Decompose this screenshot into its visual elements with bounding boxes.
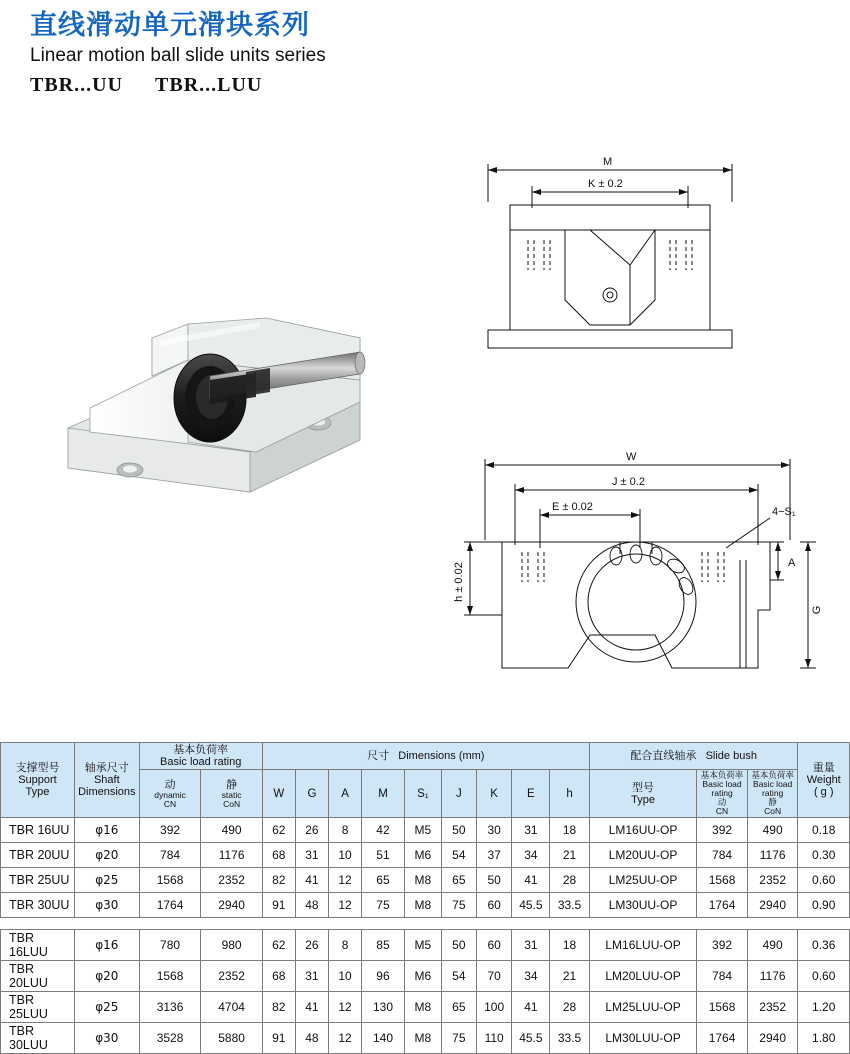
cell-shaft: φ25 bbox=[74, 992, 139, 1023]
th-support-type: 支撑型号 Support Type bbox=[1, 743, 75, 818]
cell-g: 26 bbox=[295, 930, 328, 961]
cell-s1: M5 bbox=[404, 930, 441, 961]
cell-bush: LM20LUU-OP bbox=[589, 961, 696, 992]
cell-k: 30 bbox=[476, 818, 512, 843]
cell-j: 50 bbox=[441, 930, 476, 961]
dim-label-s1: 4−S₁ bbox=[772, 506, 796, 518]
table-header-row-1 bbox=[1, 743, 850, 770]
cell-weight: 0.60 bbox=[798, 961, 850, 992]
cell-h: 33.5 bbox=[550, 1023, 590, 1054]
th-dim-s1: S₁ bbox=[404, 770, 441, 818]
cell-shaft: φ20 bbox=[74, 961, 139, 992]
cell-sta: 4704 bbox=[201, 992, 262, 1023]
cell-weight: 0.30 bbox=[798, 843, 850, 868]
cell-type: TBR 30UU bbox=[1, 893, 75, 918]
cell-shaft: φ30 bbox=[74, 1023, 139, 1054]
cell-type: TBR 20UU bbox=[1, 843, 75, 868]
cell-bush-sta: 2352 bbox=[747, 868, 798, 893]
th-dim-h: h bbox=[550, 770, 590, 818]
cell-bush: LM20UU-OP bbox=[589, 843, 696, 868]
cell-a: 10 bbox=[328, 843, 361, 868]
model-label-uu: TBR...UU bbox=[30, 74, 124, 96]
cell-m: 75 bbox=[362, 893, 405, 918]
cell-bush-dyn: 1764 bbox=[697, 893, 748, 918]
cell-type: TBR 16LUU bbox=[1, 930, 75, 961]
cell-e: 34 bbox=[512, 843, 550, 868]
th-dim-w: W bbox=[262, 770, 295, 818]
cell-sta: 2940 bbox=[201, 893, 262, 918]
drawing-front-view bbox=[470, 150, 800, 390]
th-dim-k: K bbox=[476, 770, 512, 818]
cell-weight: 1.20 bbox=[798, 992, 850, 1023]
cell-bush: LM25LUU-OP bbox=[589, 992, 696, 1023]
table-row-spacer bbox=[1, 918, 850, 930]
cell-bush-dyn: 392 bbox=[697, 930, 748, 961]
cell-bush: LM16LUU-OP bbox=[589, 930, 696, 961]
table-row bbox=[1, 1023, 850, 1054]
th-shaft-dimensions: 轴承尺寸 Shaft Dimensions bbox=[74, 743, 139, 818]
cell-bush-sta: 2940 bbox=[747, 893, 798, 918]
th-static-con: 静 static CoN bbox=[201, 770, 262, 818]
cell-dyn: 1764 bbox=[139, 893, 201, 918]
cell-weight: 0.90 bbox=[798, 893, 850, 918]
th-dim-g: G bbox=[295, 770, 328, 818]
cell-bush-sta: 1176 bbox=[747, 843, 798, 868]
cell-weight: 0.60 bbox=[798, 868, 850, 893]
cell-bush-dyn: 1568 bbox=[697, 868, 748, 893]
cell-a: 8 bbox=[328, 818, 361, 843]
dim-label-k: K ± 0.2 bbox=[588, 178, 623, 190]
th-basic-load-rating: 基本负荷率 Basic load rating bbox=[139, 743, 262, 770]
cell-w: 82 bbox=[262, 868, 295, 893]
drawing-section-view bbox=[440, 430, 830, 710]
cell-bush-sta: 490 bbox=[747, 818, 798, 843]
cell-sta: 1176 bbox=[201, 843, 262, 868]
cell-bush: LM25UU-OP bbox=[589, 868, 696, 893]
cell-h: 28 bbox=[550, 868, 590, 893]
cell-s1: M8 bbox=[404, 992, 441, 1023]
specification-table bbox=[0, 742, 850, 1054]
cell-g: 31 bbox=[295, 961, 328, 992]
dim-label-e: E ± 0.02 bbox=[552, 501, 593, 513]
cell-w: 82 bbox=[262, 992, 295, 1023]
cell-bush-sta: 490 bbox=[747, 930, 798, 961]
cell-e: 41 bbox=[512, 992, 550, 1023]
table-row bbox=[1, 818, 850, 843]
page-title-english: Linear motion ball slide units series bbox=[30, 45, 326, 66]
cell-weight: 0.18 bbox=[798, 818, 850, 843]
table-row bbox=[1, 893, 850, 918]
cell-h: 21 bbox=[550, 843, 590, 868]
cell-a: 8 bbox=[328, 930, 361, 961]
cell-k: 70 bbox=[476, 961, 512, 992]
cell-s1: M5 bbox=[404, 818, 441, 843]
cell-w: 91 bbox=[262, 893, 295, 918]
cell-w: 62 bbox=[262, 818, 295, 843]
cell-dyn: 392 bbox=[139, 818, 201, 843]
cell-j: 50 bbox=[441, 818, 476, 843]
cell-g: 48 bbox=[295, 1023, 328, 1054]
th-dynamic-cn: 动 dynamic CN bbox=[139, 770, 201, 818]
cell-h: 28 bbox=[550, 992, 590, 1023]
cell-bush-sta: 2352 bbox=[747, 992, 798, 1023]
cell-a: 12 bbox=[328, 992, 361, 1023]
cell-h: 18 bbox=[550, 818, 590, 843]
page-header bbox=[30, 10, 326, 97]
cell-m: 140 bbox=[362, 1023, 405, 1054]
cell-a: 12 bbox=[328, 893, 361, 918]
th-dim-e: E bbox=[512, 770, 550, 818]
dim-label-a: A bbox=[788, 557, 796, 569]
cell-e: 34 bbox=[512, 961, 550, 992]
cell-k: 60 bbox=[476, 930, 512, 961]
cell-j: 65 bbox=[441, 992, 476, 1023]
cell-m: 130 bbox=[362, 992, 405, 1023]
cell-bush-dyn: 784 bbox=[697, 961, 748, 992]
cell-w: 91 bbox=[262, 1023, 295, 1054]
th-dim-m: M bbox=[362, 770, 405, 818]
cell-dyn: 3136 bbox=[139, 992, 201, 1023]
cell-e: 45.5 bbox=[512, 893, 550, 918]
cell-shaft: φ20 bbox=[74, 843, 139, 868]
th-dimensions: 尺寸 Dimensions (mm) bbox=[262, 743, 589, 770]
cell-s1: M8 bbox=[404, 893, 441, 918]
cell-h: 18 bbox=[550, 930, 590, 961]
th-slide-bush: 配合直线轴承 Slide bush bbox=[589, 743, 798, 770]
cell-j: 54 bbox=[441, 961, 476, 992]
cell-sta: 490 bbox=[201, 818, 262, 843]
cell-bush: LM16UU-OP bbox=[589, 818, 696, 843]
cell-type: TBR 30LUU bbox=[1, 1023, 75, 1054]
cell-s1: M8 bbox=[404, 868, 441, 893]
th-bush-static: 基本负荷率 Basic load rating 静 CoN bbox=[747, 770, 798, 818]
cell-k: 60 bbox=[476, 893, 512, 918]
th-dim-j: J bbox=[441, 770, 476, 818]
page-title-chinese: 直线滑动单元滑块系列 bbox=[30, 10, 310, 41]
cell-s1: M6 bbox=[404, 843, 441, 868]
cell-bush-dyn: 784 bbox=[697, 843, 748, 868]
cell-a: 12 bbox=[328, 1023, 361, 1054]
cell-weight: 0.36 bbox=[798, 930, 850, 961]
cell-s1: M6 bbox=[404, 961, 441, 992]
cell-bush: LM30UU-OP bbox=[589, 893, 696, 918]
dim-label-j: J ± 0.2 bbox=[612, 476, 645, 488]
cell-e: 31 bbox=[512, 818, 550, 843]
cell-j: 75 bbox=[441, 893, 476, 918]
spacer-cell bbox=[1, 918, 850, 930]
spec-table-wrapper bbox=[0, 742, 850, 1054]
cell-j: 54 bbox=[441, 843, 476, 868]
dim-label-h: h ± 0.02 bbox=[453, 562, 465, 602]
cell-shaft: φ16 bbox=[74, 818, 139, 843]
cell-g: 31 bbox=[295, 843, 328, 868]
model-series-labels bbox=[30, 74, 326, 97]
cell-h: 33.5 bbox=[550, 893, 590, 918]
th-bush-type: 型号 Type bbox=[589, 770, 696, 818]
table-row bbox=[1, 961, 850, 992]
cell-k: 110 bbox=[476, 1023, 512, 1054]
table-body bbox=[1, 818, 850, 1054]
dim-label-m: M bbox=[603, 156, 613, 168]
cell-g: 48 bbox=[295, 893, 328, 918]
table-row bbox=[1, 843, 850, 868]
cell-shaft: φ16 bbox=[74, 930, 139, 961]
th-dim-a: A bbox=[328, 770, 361, 818]
cell-type: TBR 20LUU bbox=[1, 961, 75, 992]
cell-a: 10 bbox=[328, 961, 361, 992]
cell-m: 65 bbox=[362, 868, 405, 893]
cell-bush: LM30LUU-OP bbox=[589, 1023, 696, 1054]
cell-sta: 2352 bbox=[201, 868, 262, 893]
cell-type: TBR 25UU bbox=[1, 868, 75, 893]
cell-bush-dyn: 1568 bbox=[697, 992, 748, 1023]
cell-e: 31 bbox=[512, 930, 550, 961]
cell-bush-dyn: 392 bbox=[697, 818, 748, 843]
cell-m: 96 bbox=[362, 961, 405, 992]
cell-shaft: φ25 bbox=[74, 868, 139, 893]
cell-e: 41 bbox=[512, 868, 550, 893]
cell-g: 26 bbox=[295, 818, 328, 843]
cell-w: 68 bbox=[262, 961, 295, 992]
th-bush-dynamic: 基本负荷率 Basic load rating 动 CN bbox=[697, 770, 748, 818]
cell-w: 62 bbox=[262, 930, 295, 961]
cell-m: 51 bbox=[362, 843, 405, 868]
cell-j: 65 bbox=[441, 868, 476, 893]
cell-type: TBR 25LUU bbox=[1, 992, 75, 1023]
cell-sta: 2352 bbox=[201, 961, 262, 992]
cell-weight: 1.80 bbox=[798, 1023, 850, 1054]
cell-dyn: 784 bbox=[139, 843, 201, 868]
cell-w: 68 bbox=[262, 843, 295, 868]
dim-label-w: W bbox=[626, 451, 637, 463]
cell-e: 45.5 bbox=[512, 1023, 550, 1054]
cell-g: 41 bbox=[295, 868, 328, 893]
table-row bbox=[1, 930, 850, 961]
cell-s1: M8 bbox=[404, 1023, 441, 1054]
cell-k: 37 bbox=[476, 843, 512, 868]
cell-sta: 980 bbox=[201, 930, 262, 961]
cell-a: 12 bbox=[328, 868, 361, 893]
table-row bbox=[1, 992, 850, 1023]
cell-dyn: 3528 bbox=[139, 1023, 201, 1054]
th-weight: 重量 Weight ( g ) bbox=[798, 743, 850, 818]
cell-sta: 5880 bbox=[201, 1023, 262, 1054]
cell-h: 21 bbox=[550, 961, 590, 992]
cell-g: 41 bbox=[295, 992, 328, 1023]
cell-bush-sta: 2940 bbox=[747, 1023, 798, 1054]
cell-bush-sta: 1176 bbox=[747, 961, 798, 992]
cell-bush-dyn: 1764 bbox=[697, 1023, 748, 1054]
table-row bbox=[1, 868, 850, 893]
cell-m: 85 bbox=[362, 930, 405, 961]
cell-k: 50 bbox=[476, 868, 512, 893]
cell-dyn: 780 bbox=[139, 930, 201, 961]
model-label-luu: TBR...LUU bbox=[155, 74, 263, 96]
cell-dyn: 1568 bbox=[139, 961, 201, 992]
cell-j: 75 bbox=[441, 1023, 476, 1054]
cell-dyn: 1568 bbox=[139, 868, 201, 893]
dim-label-g: G bbox=[811, 605, 823, 615]
cell-type: TBR 16UU bbox=[1, 818, 75, 843]
cell-k: 100 bbox=[476, 992, 512, 1023]
cell-m: 42 bbox=[362, 818, 405, 843]
cell-shaft: φ30 bbox=[74, 893, 139, 918]
product-photo bbox=[60, 280, 420, 510]
